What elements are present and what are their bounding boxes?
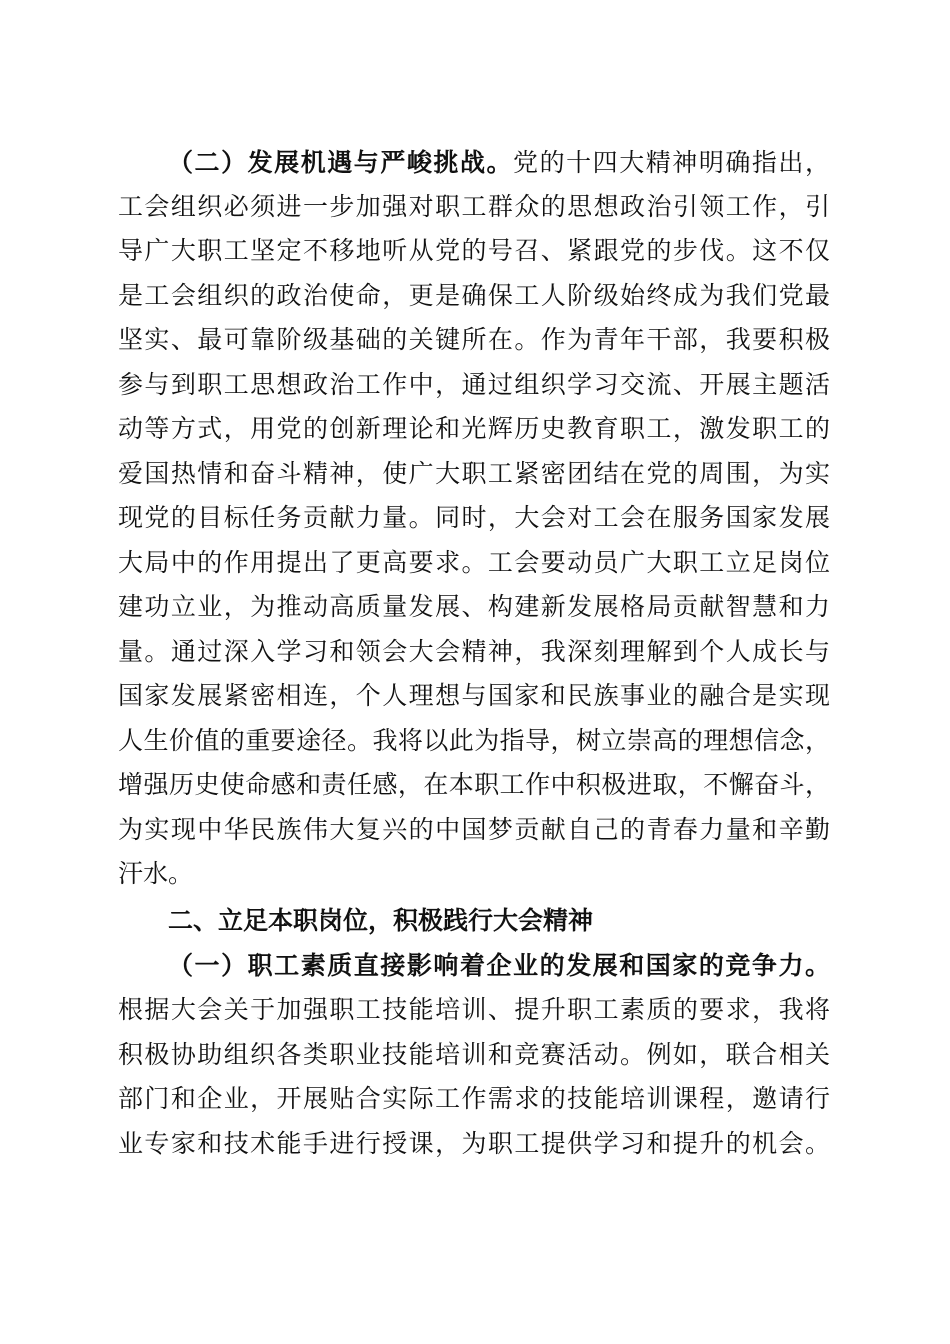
text-line: 工会组织必须进一步加强对职工群众的思想政治引领工作，引 <box>118 192 830 221</box>
section-heading: 二、立足本职岗位，积极践行大会精神 <box>168 906 594 935</box>
text-line: 业专家和技术能手进行授课，为职工提供学习和提升的机会。 <box>118 1129 830 1158</box>
text-line: 积极协助组织各类职业技能培训和竞赛活动。例如，联合相关 <box>118 1040 830 1069</box>
text-line: 大局中的作用提出了更高要求。工会要动员广大职工立足岗位 <box>118 548 830 577</box>
text-line: 为实现中华民族伟大复兴的中国梦贡献自己的青春力量和辛勤 <box>118 815 830 844</box>
text-line-last: 汗水。 <box>118 859 194 888</box>
text-line: 参与到职工思想政治工作中，通过组织学习交流、开展主题活 <box>118 370 830 399</box>
text-line: 爱国热情和奋斗精神，使广大职工紧密团结在党的周围，为实 <box>118 459 830 488</box>
text-line: 是工会组织的政治使命，更是确保工人阶级始终成为我们党最 <box>118 281 830 310</box>
text-line: 量。通过深入学习和领会大会精神，我深刻理解到个人成长与 <box>118 637 830 666</box>
text-line: 坚实、最可靠阶级基础的关键所在。作为青年干部，我要积极 <box>118 325 830 354</box>
subheading-inline: （一）职工素质直接影响着企业的发展和国家的竞争力。 <box>168 951 830 980</box>
text-run: 党的十四大精神明确指出， <box>513 148 830 177</box>
text-line: 导广大职工坚定不移地听从党的号召、紧跟党的步伐。这不仅 <box>118 236 830 265</box>
text-line: 动等方式，用党的创新理论和光辉历史教育职工，激发职工的 <box>118 414 830 443</box>
text-line: 根据大会关于加强职工技能培训、提升职工素质的要求，我将 <box>118 995 830 1024</box>
text-line: 人生价值的重要途径。我将以此为指导，树立崇高的理想信念， <box>118 726 830 755</box>
text-line: 国家发展紧密相连，个人理想与国家和民族事业的融合是实现 <box>118 681 830 710</box>
paragraph-opening-line <box>168 944 830 988</box>
paragraph-opening-line <box>168 141 830 185</box>
text-line: 部门和企业，开展贴合实际工作需求的技能培训课程，邀请行 <box>118 1084 830 1113</box>
text-line: 建功立业，为推动高质量发展、构建新发展格局贡献智慧和力 <box>118 592 830 621</box>
text-line: 现党的目标任务贡献力量。同时，大会对工会在服务国家发展 <box>118 503 830 532</box>
subheading-inline: （二）发展机遇与严峻挑战。 <box>168 148 514 177</box>
text-line: 增强历史使命感和责任感，在本职工作中积极进取，不懈奋斗， <box>118 770 830 799</box>
